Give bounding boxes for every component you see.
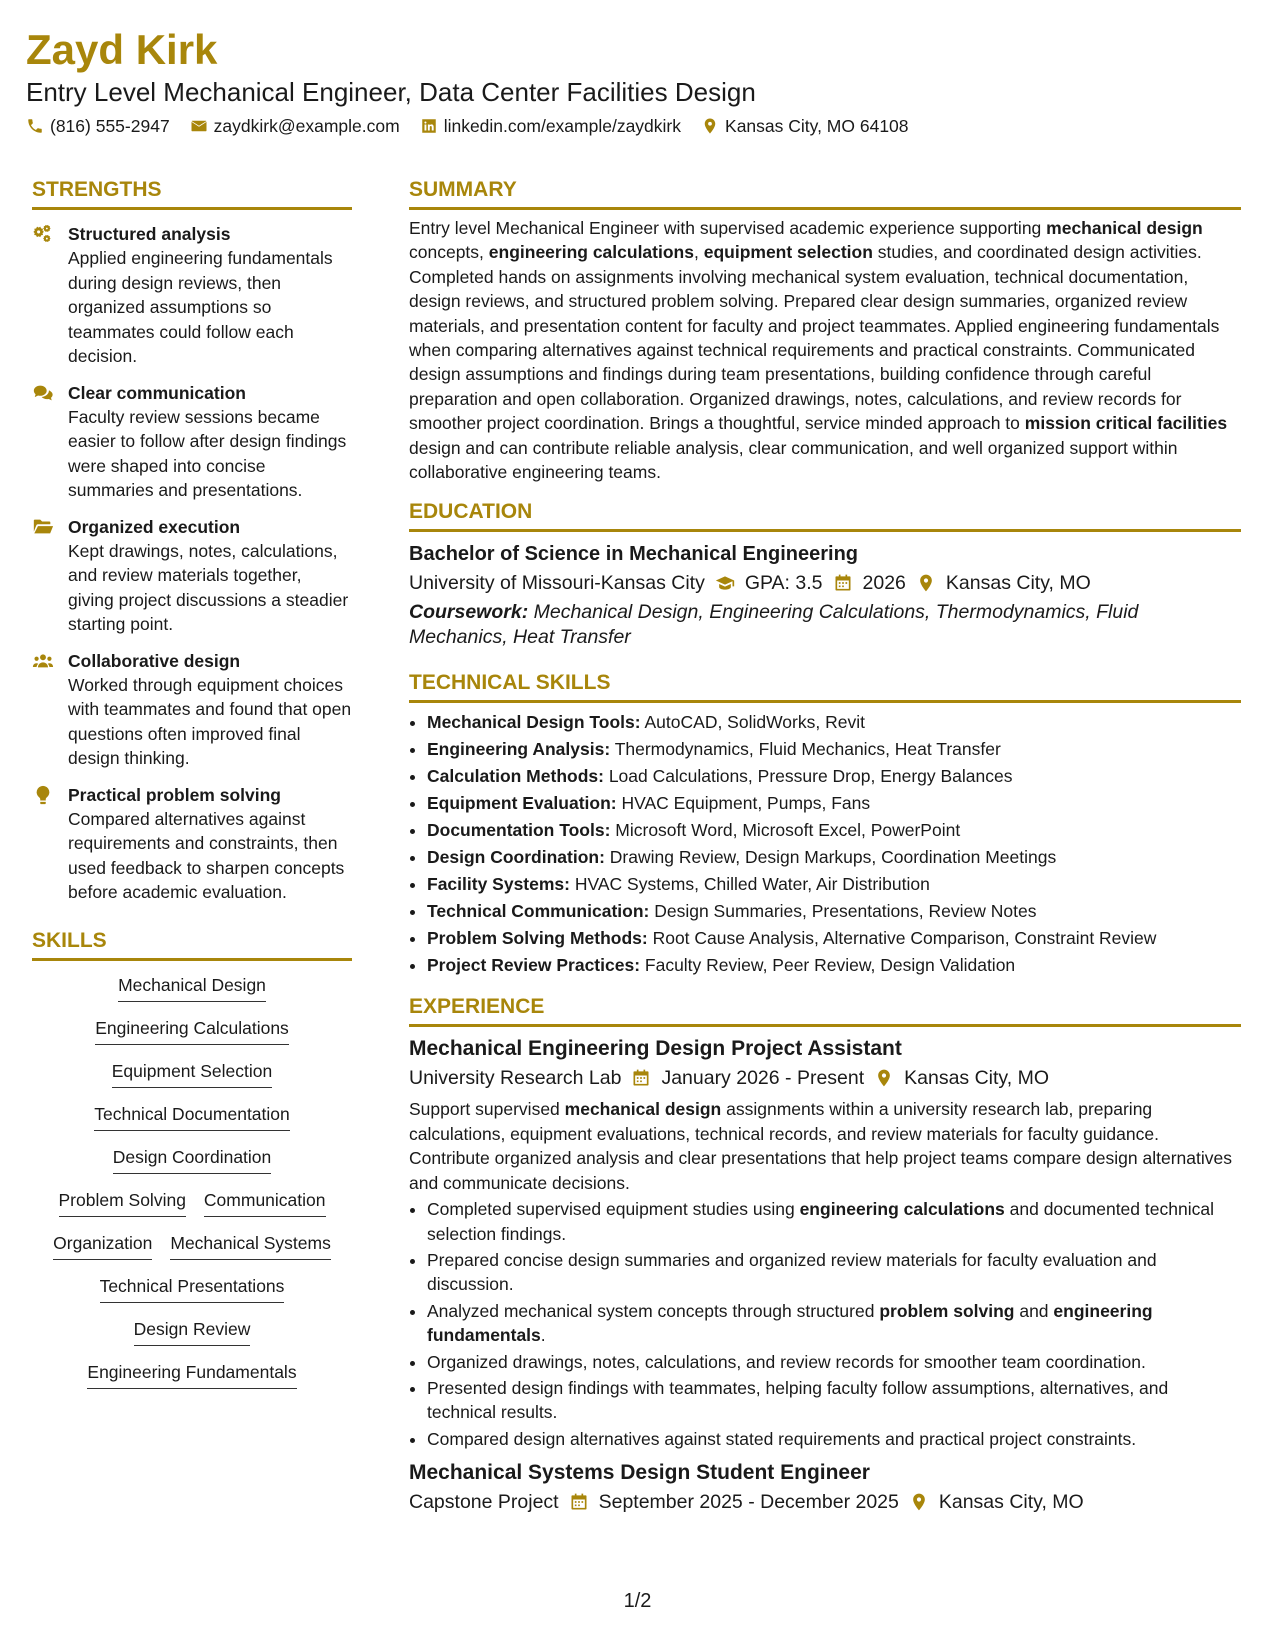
skill-values: Faculty Review, Peer Review, Design Validation bbox=[640, 955, 1016, 976]
gpa: GPA: 3.5 bbox=[744, 572, 823, 595]
strength-item bbox=[32, 222, 352, 369]
list-item: • Presented design findings with teammates, helping faculty follow assumptions, alternatives, and technical results. bbox=[427, 1376, 1241, 1425]
skill-row bbox=[32, 1360, 352, 1389]
desc-part: Support supervised bbox=[409, 1099, 565, 1120]
skill-tag: Technical Presentations bbox=[100, 1274, 285, 1303]
skill-values: Thermodynamics, Fluid Mechanics, Heat Transfer bbox=[610, 739, 1001, 760]
contact-linkedin[interactable] bbox=[420, 114, 681, 138]
technical-skills-section bbox=[409, 669, 1241, 979]
strengths-section bbox=[32, 176, 352, 905]
email-text[interactable]: zaydkirk@example.com bbox=[213, 116, 400, 136]
summary-keyword: equipment selection bbox=[703, 242, 873, 263]
list-item bbox=[427, 1197, 1241, 1246]
summary-part: Entry level Mechanical Engineer with supervised academic experience supporting bbox=[409, 218, 1047, 238]
summary-keyword: mechanical design bbox=[1046, 218, 1203, 238]
section-heading-skills: SKILLS bbox=[32, 928, 107, 952]
list-item: • Prepared concise design summaries and organized review materials for faculty evaluation and discussion. bbox=[427, 1248, 1241, 1297]
list-item bbox=[427, 817, 1241, 844]
bullet-part: . bbox=[540, 1325, 546, 1346]
skill-row bbox=[32, 1317, 352, 1346]
skill-values: AutoCAD, SolidWorks, Revit bbox=[640, 712, 865, 733]
list-item bbox=[427, 1299, 1241, 1348]
summary-section bbox=[409, 176, 1241, 484]
bullet-part: and documented technical selection findings. bbox=[427, 1199, 1214, 1244]
strength-item bbox=[32, 515, 352, 637]
summary-text bbox=[409, 216, 1241, 484]
strength-desc: Worked through equipment choices with teammates and found that open questions often improved final design thinking. bbox=[68, 674, 352, 768]
job-title: Mechanical Systems Design Student Engineer bbox=[409, 1461, 870, 1485]
skill-tag: Engineering Calculations bbox=[95, 1016, 289, 1045]
comments-icon bbox=[32, 382, 54, 404]
skill-values: Microsoft Word, Microsoft Excel, PowerPoint bbox=[610, 820, 961, 841]
skill-category: Facility Systems: bbox=[427, 874, 570, 895]
job-entry bbox=[409, 1459, 1241, 1517]
map-marker-icon bbox=[909, 1492, 929, 1512]
skill-row bbox=[32, 1059, 352, 1088]
summary-keyword: mission critical facilities bbox=[1024, 413, 1228, 434]
section-heading-summary: SUMMARY bbox=[409, 178, 517, 201]
gears-icon bbox=[32, 223, 54, 245]
skill-tag: Engineering Fundamentals bbox=[87, 1360, 296, 1389]
skill-values: HVAC Equipment, Pumps, Fans bbox=[616, 793, 871, 814]
skill-row bbox=[32, 1188, 352, 1217]
skill-category: Documentation Tools: bbox=[427, 820, 611, 841]
strength-desc: Kept drawings, notes, calculations, and review materials together, giving project discussions a steadier starting point. bbox=[68, 540, 349, 634]
skill-tag: Technical Documentation bbox=[94, 1102, 290, 1131]
desc-keyword: mechanical design bbox=[564, 1099, 722, 1120]
list-item bbox=[427, 736, 1241, 763]
skill-row bbox=[32, 1016, 352, 1045]
job-meta bbox=[409, 1063, 1241, 1093]
graduation-cap-icon bbox=[715, 573, 735, 593]
summary-part: concepts, bbox=[409, 242, 489, 263]
summary-part: , bbox=[693, 242, 704, 263]
section-heading-technical-skills: TECHNICAL SKILLS bbox=[409, 671, 611, 695]
skill-values: Design Summaries, Presentations, Review Notes bbox=[649, 901, 1037, 922]
coursework bbox=[409, 600, 1241, 649]
calendar-icon bbox=[631, 1068, 651, 1088]
strength-title: Structured analysis bbox=[68, 224, 231, 244]
list-item bbox=[427, 709, 1241, 736]
experience-section bbox=[409, 993, 1241, 1517]
skill-values: HVAC Systems, Chilled Water, Air Distribution bbox=[569, 874, 930, 895]
technical-skills-list bbox=[409, 709, 1241, 979]
candidate-title: Entry Level Mechanical Engineer, Data Center Facilities Design bbox=[26, 77, 756, 107]
skill-values: Load Calculations, Pressure Drop, Energy Balances bbox=[603, 766, 1013, 787]
section-divider bbox=[409, 700, 1241, 703]
linkedin-text[interactable]: linkedin.com/example/zaydkirk bbox=[443, 116, 682, 136]
skill-tag: Problem Solving bbox=[59, 1188, 186, 1217]
skill-category: Mechanical Design Tools: bbox=[427, 712, 641, 733]
section-divider bbox=[409, 529, 1241, 532]
list-item: • Compared design alternatives against stated requirements and practical project constraints. bbox=[427, 1427, 1241, 1451]
map-marker-icon bbox=[701, 117, 719, 135]
strength-item bbox=[32, 649, 352, 771]
skill-tag: Mechanical Design bbox=[118, 973, 266, 1002]
bullet-part: and bbox=[1014, 1300, 1054, 1321]
bullet-part: Analyzed mechanical system concepts through structured bbox=[427, 1300, 880, 1321]
list-item bbox=[427, 790, 1241, 817]
contact-phone bbox=[26, 114, 170, 138]
contact-email[interactable] bbox=[190, 114, 400, 138]
skill-category: Calculation Methods: bbox=[427, 766, 604, 787]
skill-category: Engineering Analysis: bbox=[427, 739, 611, 760]
skill-tag: Design Coordination bbox=[113, 1145, 272, 1174]
summary-part: design and can contribute reliable analysis, clear communication, and well organized support within collaborative engineering teams. bbox=[409, 437, 1178, 483]
bullet-keyword: problem solving bbox=[879, 1300, 1015, 1321]
bullet-part: Completed supervised equipment studies using bbox=[427, 1199, 800, 1220]
linkedin-icon bbox=[420, 117, 438, 135]
coursework-list: Mechanical Design, Engineering Calculations, Thermodynamics, Fluid Mechanics, Heat Transfer bbox=[409, 601, 1139, 648]
skill-values: Drawing Review, Design Markups, Coordination Meetings bbox=[604, 847, 1057, 868]
skill-row bbox=[32, 1231, 352, 1260]
skill-tag: Design Review bbox=[134, 1317, 251, 1346]
education-section bbox=[409, 498, 1241, 649]
envelope-icon bbox=[190, 117, 208, 135]
skill-category: Equipment Evaluation: bbox=[427, 793, 617, 814]
map-marker-icon bbox=[874, 1068, 894, 1088]
section-heading-education: EDUCATION bbox=[409, 500, 533, 524]
section-heading-experience: EXPERIENCE bbox=[409, 995, 545, 1019]
strength-item bbox=[32, 783, 352, 905]
folder-open-icon bbox=[32, 516, 54, 538]
skill-row bbox=[32, 1145, 352, 1174]
desc-part: assignments within a university research lab, preparing calculations, equipment evaluations, technical records, and review materials for faculty guidance. Contribute organized analysis and clear presentations that help project teams compare design alternatives and communicate decisions. bbox=[409, 1099, 1232, 1193]
job-location: Kansas City, MO bbox=[904, 1067, 1049, 1090]
strength-item bbox=[32, 381, 352, 503]
section-divider bbox=[32, 958, 352, 961]
job-meta bbox=[409, 1487, 1241, 1517]
calendar-icon bbox=[569, 1492, 589, 1512]
graduation-year: 2026 bbox=[862, 572, 906, 595]
strength-title: Practical problem solving bbox=[68, 784, 281, 805]
right-column bbox=[409, 176, 1241, 1517]
strength-title: Organized execution bbox=[68, 516, 241, 537]
list-item bbox=[427, 763, 1241, 790]
phone-icon bbox=[26, 117, 44, 135]
job-dates: September 2025 - December 2025 bbox=[598, 1491, 899, 1514]
skill-category: Problem Solving Methods: bbox=[427, 928, 648, 949]
skills-section bbox=[32, 927, 352, 1389]
strength-desc: Compared alternatives against requirements and constraints, then used feedback to sharpen concepts before academic evaluation. bbox=[68, 808, 345, 902]
job-entry bbox=[409, 1035, 1241, 1451]
job-bullets bbox=[409, 1197, 1241, 1451]
list-item bbox=[427, 952, 1241, 979]
skill-row bbox=[32, 973, 352, 1002]
school-location: Kansas City, MO bbox=[945, 572, 1091, 595]
job-org: Capstone Project bbox=[409, 1491, 559, 1514]
phone-text: (816) 555-2947 bbox=[50, 116, 170, 136]
lightbulb-icon bbox=[32, 784, 54, 806]
list-item bbox=[427, 898, 1241, 925]
page-number: 1/2 bbox=[623, 1590, 652, 1612]
job-org: University Research Lab bbox=[409, 1067, 622, 1090]
skill-category: Technical Communication: bbox=[427, 901, 650, 922]
skill-row bbox=[32, 1274, 352, 1303]
list-item: • Organized drawings, notes, calculations, and review records for smoother team coordination. bbox=[427, 1350, 1241, 1374]
skill-values: Root Cause Analysis, Alternative Comparison, Constraint Review bbox=[647, 928, 1157, 949]
job-dates: January 2026 - Present bbox=[661, 1067, 865, 1090]
coursework-label: Coursework: bbox=[409, 601, 529, 624]
users-icon bbox=[32, 650, 54, 672]
job-location: Kansas City, MO bbox=[938, 1491, 1084, 1514]
job-description bbox=[409, 1097, 1241, 1195]
school-name: University of Missouri-Kansas City bbox=[409, 572, 705, 595]
strength-title: Clear communication bbox=[68, 382, 246, 403]
skill-row bbox=[32, 1102, 352, 1131]
skill-tag: Equipment Selection bbox=[112, 1059, 273, 1088]
candidate-name: Zayd Kirk bbox=[26, 26, 218, 73]
skill-category: Design Coordination: bbox=[427, 847, 605, 868]
job-title: Mechanical Engineering Design Project Assistant bbox=[409, 1037, 902, 1061]
contact-bar bbox=[26, 114, 1246, 138]
list-item bbox=[427, 871, 1241, 898]
strength-desc: Applied engineering fundamentals during design reviews, then organized assumptions so teammates could follow each decision. bbox=[68, 248, 333, 366]
list-item bbox=[427, 925, 1241, 952]
strength-desc: Faculty review sessions became easier to follow after design findings were shaped into concise summaries and presentations. bbox=[68, 406, 347, 500]
location-text: Kansas City, MO 64108 bbox=[725, 116, 909, 136]
strength-title: Collaborative design bbox=[68, 650, 241, 671]
summary-part: studies, and coordinated design activities. Completed hands on assignments involving mechanical system evaluation, technical documentation, design reviews, and structured problem solving. Prepared clear design summaries, organized review materials, and presentation content for faculty and project teammates. Applied engineering fundamentals when comparing alternatives against technical requirements and practical constraints. Communicated design assumptions and findings during team presentations, building confidence through careful preparation and open collaboration. Organized drawings, notes, calculations, and review records for smoother project coordination. Brings a thoughtful, service minded approach to bbox=[409, 242, 1220, 434]
resume-header bbox=[26, 24, 1246, 138]
bullet-keyword: engineering fundamentals bbox=[427, 1300, 1153, 1346]
skill-tag: Communication bbox=[204, 1188, 326, 1217]
education-meta bbox=[409, 568, 1241, 598]
skill-category: Project Review Practices: bbox=[427, 955, 641, 976]
contact-location bbox=[701, 114, 909, 138]
skill-tag: Mechanical Systems bbox=[170, 1231, 330, 1260]
section-heading-strengths: STRENGTHS bbox=[32, 178, 162, 201]
left-column bbox=[32, 176, 352, 1389]
summary-keyword: engineering calculations bbox=[488, 242, 694, 263]
skill-tag: Organization bbox=[53, 1231, 152, 1260]
section-divider bbox=[409, 207, 1241, 210]
section-divider bbox=[409, 1024, 1241, 1027]
degree-title: Bachelor of Science in Mechanical Engineering bbox=[409, 543, 859, 566]
map-marker-icon bbox=[916, 573, 936, 593]
bullet-keyword: engineering calculations bbox=[799, 1199, 1005, 1220]
section-divider bbox=[32, 207, 352, 210]
calendar-icon bbox=[833, 573, 853, 593]
list-item bbox=[427, 844, 1241, 871]
